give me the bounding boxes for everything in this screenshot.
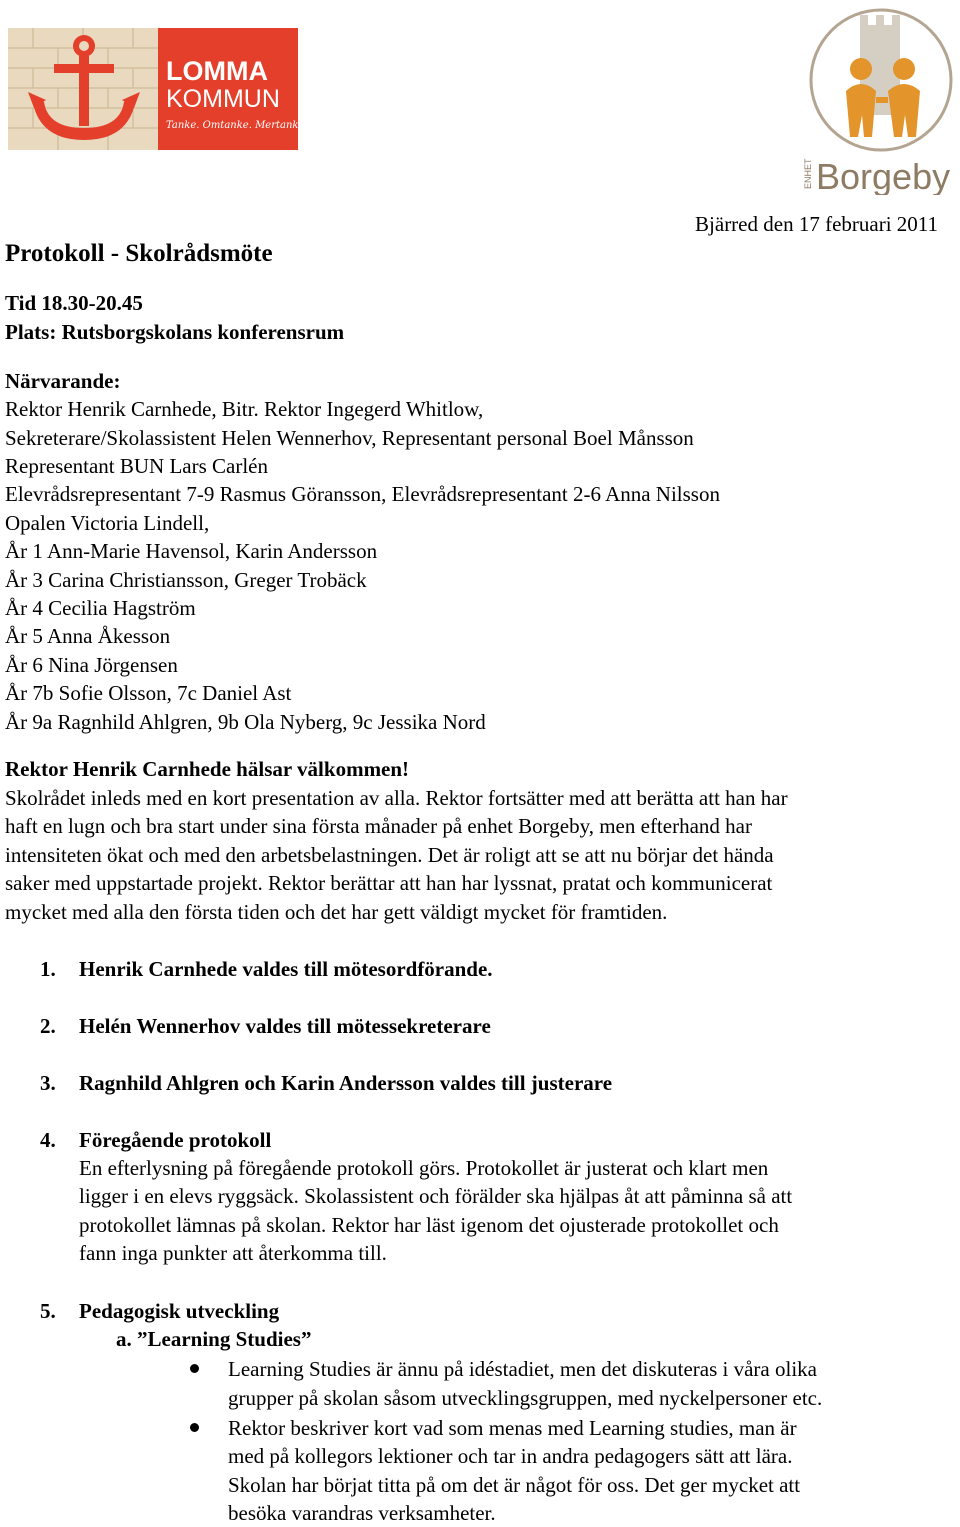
subitem-heading: a. ”Learning Studies” xyxy=(116,1327,312,1351)
attendee-line: År 3 Carina Christiansson, Greger Trobäck xyxy=(5,568,367,592)
item-title: Pedagogisk utveckling xyxy=(79,1299,280,1323)
item-number: 1. xyxy=(40,957,56,981)
borgeby-enhet-label: ENHET xyxy=(803,158,813,189)
bullet-line: Rektor beskriver kort vad som menas med Learning studies, man är xyxy=(228,1416,797,1440)
welcome-paragraph-line: haft en lugn och bra start under sina första månader på enhet Borgeby, men efterhand har xyxy=(5,814,752,838)
welcome-paragraph-line: mycket med alla den första tiden och det har gett väldigt mycket för framtiden. xyxy=(5,900,668,924)
meeting-place: Plats: Rutsborgskolans konferensrum xyxy=(5,320,345,344)
attendee-line: Rektor Henrik Carnhede, Bitr. Rektor Ingegerd Whitlow, xyxy=(5,397,484,421)
welcome-paragraph-line: Skolrådet inleds med en kort presentation av alla. Rektor fortsätter med att berätta att han har xyxy=(5,786,788,810)
welcome-heading: Rektor Henrik Carnhede hälsar välkommen! xyxy=(5,757,410,781)
borgeby-logo-graphic xyxy=(800,5,960,195)
enhet-borgeby-logo xyxy=(800,5,960,195)
bullet-dot xyxy=(190,1423,199,1432)
item-number: 4. xyxy=(40,1128,56,1152)
lomma-name-top: LOMMA xyxy=(166,56,268,86)
attendee-line: Elevrådsrepresentant 7-9 Rasmus Göransson, Elevrådsrepresentant 2-6 Anna Nilsson xyxy=(5,482,720,506)
attendee-line: År 5 Anna Åkesson xyxy=(5,624,171,648)
item-number: 5. xyxy=(40,1299,56,1323)
attendee-line: Sekreterare/Skolassistent Helen Wennerhov, Representant personal Boel Månsson xyxy=(5,426,694,450)
item-paragraph-line: protokollet lämnas på skolan. Rektor har läst igenom det ojusterade protokollet och xyxy=(79,1213,779,1237)
bullet-line: med på kollegors lektioner och tar in andra pedagogers sätt att lära. xyxy=(228,1444,793,1468)
attendee-line: År 4 Cecilia Hagström xyxy=(5,596,196,620)
document-date: Bjärred den 17 februari 2011 xyxy=(695,212,938,236)
attendee-line: År 9a Ragnhild Ahlgren, 9b Ola Nyberg, 9c Jessika Nord xyxy=(5,710,486,734)
document-title: Protokoll - Skolrådsmöte xyxy=(5,240,273,267)
attendee-line: Representant BUN Lars Carlén xyxy=(5,454,269,478)
attendee-line: År 7b Sofie Olsson, 7c Daniel Ast xyxy=(5,681,292,705)
meeting-time: Tid 18.30-20.45 xyxy=(5,291,143,315)
welcome-paragraph-line: intensiteten ökat och med den arbetsbelastningen. Det är roligt att se att nu börjar det hända xyxy=(5,843,774,867)
lomma-logo-graphic xyxy=(8,28,298,150)
item-title: Henrik Carnhede valdes till mötesordförande. xyxy=(79,957,493,981)
attendee-line: År 6 Nina Jörgensen xyxy=(5,653,178,677)
item-title: Helén Wennerhov valdes till mötessekreterare xyxy=(79,1014,491,1038)
lomma-slogan: Tanke. Omtanke. Mertanke! xyxy=(166,120,298,131)
item-title: Föregående protokoll xyxy=(79,1128,272,1152)
lomma-name-bottom: KOMMUN xyxy=(166,85,280,113)
item-paragraph-line: En efterlysning på föregående protokoll görs. Protokollet är justerat och klart men xyxy=(79,1156,769,1180)
welcome-paragraph-line: saker med uppstartade projekt. Rektor berättar att han har lyssnat, pratat och kommunicerat xyxy=(5,871,773,895)
attendee-line: År 1 Ann-Marie Havensol, Karin Andersson xyxy=(5,539,378,563)
bullet-line: grupper på skolan såsom utvecklingsgruppen, med nyckelpersoner etc. xyxy=(228,1386,823,1410)
attendees-heading: Närvarande: xyxy=(5,369,121,393)
attendee-line: Opalen Victoria Lindell, xyxy=(5,511,210,535)
item-title: Ragnhild Ahlgren och Karin Andersson valdes till justerare xyxy=(79,1071,613,1095)
bullet-line: Skolan har börjat titta på om det är något för oss. Det ger mycket att xyxy=(228,1473,801,1497)
bullet-dot xyxy=(190,1364,199,1373)
item-number: 2. xyxy=(40,1014,56,1038)
bullet-line: besöka varandras verksamheter. xyxy=(228,1501,496,1525)
item-paragraph-line: ligger i en elevs ryggsäck. Skolassistent och förälder ska hjälpas åt att påminna så att xyxy=(79,1184,793,1208)
item-number: 3. xyxy=(40,1071,56,1095)
borgeby-name: Borgeby xyxy=(816,156,951,195)
bullet-line: Learning Studies är ännu på idéstadiet, men det diskuteras i våra olika xyxy=(228,1357,817,1381)
lomma-kommun-logo xyxy=(8,28,298,150)
item-paragraph-line: fann inga punkter att återkomma till. xyxy=(79,1241,387,1265)
